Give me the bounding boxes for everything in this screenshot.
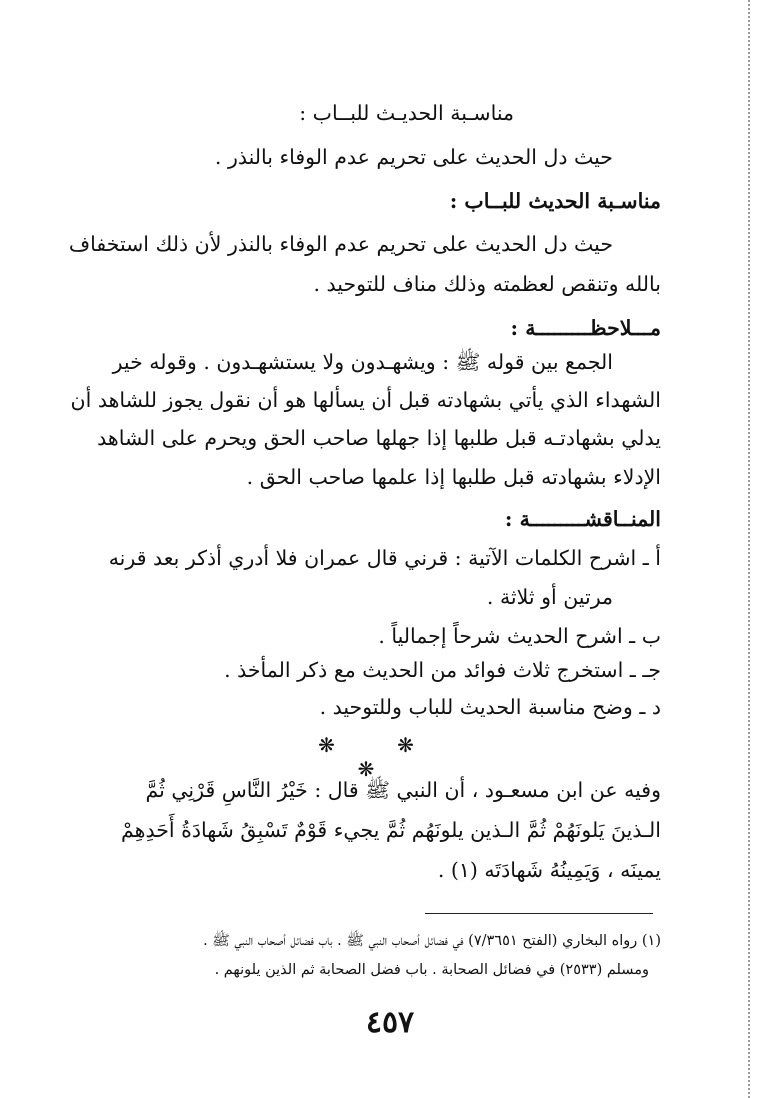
section-divider-stars: ❋ ❋ ❋ [318,733,442,781]
section-heading-note: مـــلاحظـــــــــة : [510,316,661,340]
text-line: بالله وتنقص لعظمته وذلك مناف للتوحيد . [313,272,661,296]
question-c: جـ ـ استخرج ثلاث فوائد من الحديث مع ذكر المأخذ . [224,658,661,682]
text-line: يدلي بشهادتـه قبل طلبها إذا جهلها صاحب الحق ويحرم على الشاهد [97,426,661,450]
hadith-text-line: الـذينَ يَلونَهُمْ ثُمَّ الـذين يلونَهُم ثُمَّ يجيء قَوْمٌ تَسْبِقُ شَهادَةُ أَحَدِهِمْ [120,818,661,842]
footnote-separator [425,913,653,914]
hadith-text-line: وفيه عن ابن مسعـود ، أن النبي ﷺ قال : خَيْرُ النَّاسِ قَرْنِي ثُمَّ [145,778,661,802]
page-number: ٤٥٧ [365,1005,415,1040]
hadith-text-line: يمينَه ، وَيَمِينُهُ شَهادَتَه (١) . [437,858,661,882]
margin-dotted-line [748,0,750,1098]
question-a-continued: مرتين أو ثلاثة . [486,585,613,609]
footnote-line: ومسلم (٢٥٣٣) في فضائل الصحابة . باب فضل الصحابة ثم الذين يلونهم . [214,962,649,978]
text-line: الجمع بين قوله ﷺ : ويشهـدون ولا يستشهـدون . وقوله خير [112,350,613,374]
question-a: أ ـ اشرح الكلمات الآتية : قرني قال عمران فلا أدري أذكر بعد قرنه [108,546,661,570]
question-b: ب ـ اشرح الحديث شرحاً إجمالياً . [378,624,661,648]
text-line: حيث دل الحديث على تحريم عدم الوفاء بالنذر لأن ذلك استخفاف [68,232,613,256]
section-heading-discussion: المنــاقشـــــــــة : [504,507,661,531]
text-line: حيث دل الحديث على تحريم عدم الوفاء بالنذر . [214,145,613,169]
section-heading-relevance-2: مناسـبة الحديث للبــاب : [449,189,661,213]
footnote-line: (١) رواه البخاري (الفتح ٧/٣٦٥١) في فضائل أصحاب النبي ﷺ . باب فضائل أصحاب النبي ﷺ . [203,933,661,949]
text-line: الشهداء الذي يأتي بشهادته قبل أن يسألها هو أن نقول يجوز للشاهد أن [70,388,661,412]
text-line: الإدلاء بشهادته قبل طلبها إذا علمها صاحب الحق . [246,465,661,489]
question-d: د ـ وضح مناسبة الحديث للباب وللتوحيد . [319,695,661,719]
section-heading-relevance-1: مناسـبة الحديـث للبــاب : [299,101,514,125]
